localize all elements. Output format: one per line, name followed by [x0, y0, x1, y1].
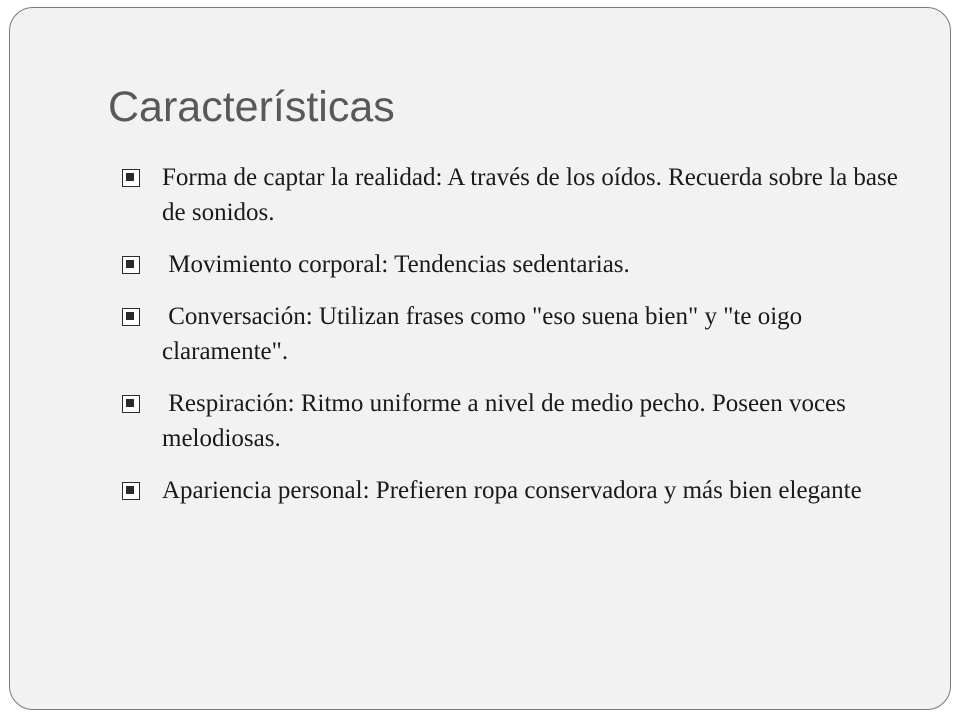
bullet-item: [118, 160, 918, 230]
square-bullet-icon: [122, 308, 140, 326]
slide-title: Características: [108, 83, 395, 131]
square-bullet-icon: [122, 482, 140, 500]
bullet-item: [118, 386, 918, 456]
bullet-text: Movimiento corporal: Tendencias sedentarias.: [162, 251, 630, 278]
bullet-item: [118, 473, 918, 508]
bullet-text: Respiración: Ritmo uniforme a nivel de medio pecho. Poseen voces melodiosas.: [162, 390, 853, 452]
bullet-text: Forma de captar la realidad: A través de los oídos. Recuerda sobre la base de sonidos.: [162, 164, 905, 226]
square-bullet-icon: [122, 169, 140, 187]
bullet-text: Apariencia personal: Prefieren ropa conservadora y más bien elegante: [162, 477, 862, 504]
bullet-text: Conversación: Utilizan frases como "eso suena bien" y "te oigo claramente".: [162, 303, 809, 365]
square-bullet-icon: [122, 395, 140, 413]
bullet-item: [118, 299, 918, 369]
bullet-list: [118, 160, 918, 525]
bullet-item: [118, 247, 918, 282]
square-bullet-icon: [122, 256, 140, 274]
